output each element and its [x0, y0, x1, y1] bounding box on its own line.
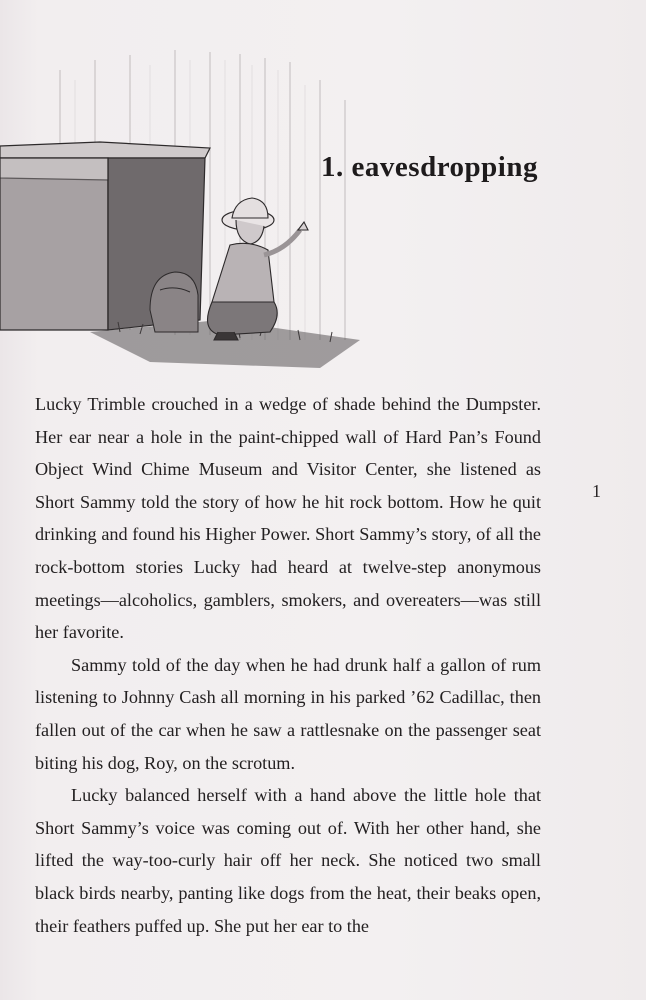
chapter-body — [35, 388, 541, 942]
paragraph: Sammy told of the day when he had drunk half a gallon of rum listening to Johnny Cash all morning in his parked ’62 Cadillac, then fallen out of the car when he saw a rattlesnake on the passenger seat biting his dog, Roy, on the scrotum. — [35, 654, 541, 773]
page-number: 1 — [592, 481, 601, 501]
paragraph: Lucky balanced herself with a hand above the little hole that Short Sammy’s voice was coming out of. With her other hand, she lifted the way-too-curly hair off her neck. She noticed two small black birds nearby, panting like dogs from the heat, their beaks open, their feathers puffed up. She put her ear to the — [35, 785, 541, 936]
backpack — [150, 272, 198, 332]
dumpster-illustration — [0, 40, 380, 380]
chapter-title: 1. eavesdropping — [321, 151, 538, 184]
paragraph: Lucky Trimble crouched in a wedge of shade behind the Dumpster. Her ear near a hole in the paint-chipped wall of Hard Pan’s Found Object Wind Chime Museum and Visitor Center, she listened as Short Sammy told the story of how he hit rock bottom. How he quit drinking and found his Higher Power. Short Sammy’s story, of all the rock-bottom stories Lucky had heard at twelve-step anonymous meetings—alcoholics, gamblers, smokers, and overeaters—was still her favorite. — [35, 394, 541, 643]
girl-figure — [208, 198, 309, 340]
